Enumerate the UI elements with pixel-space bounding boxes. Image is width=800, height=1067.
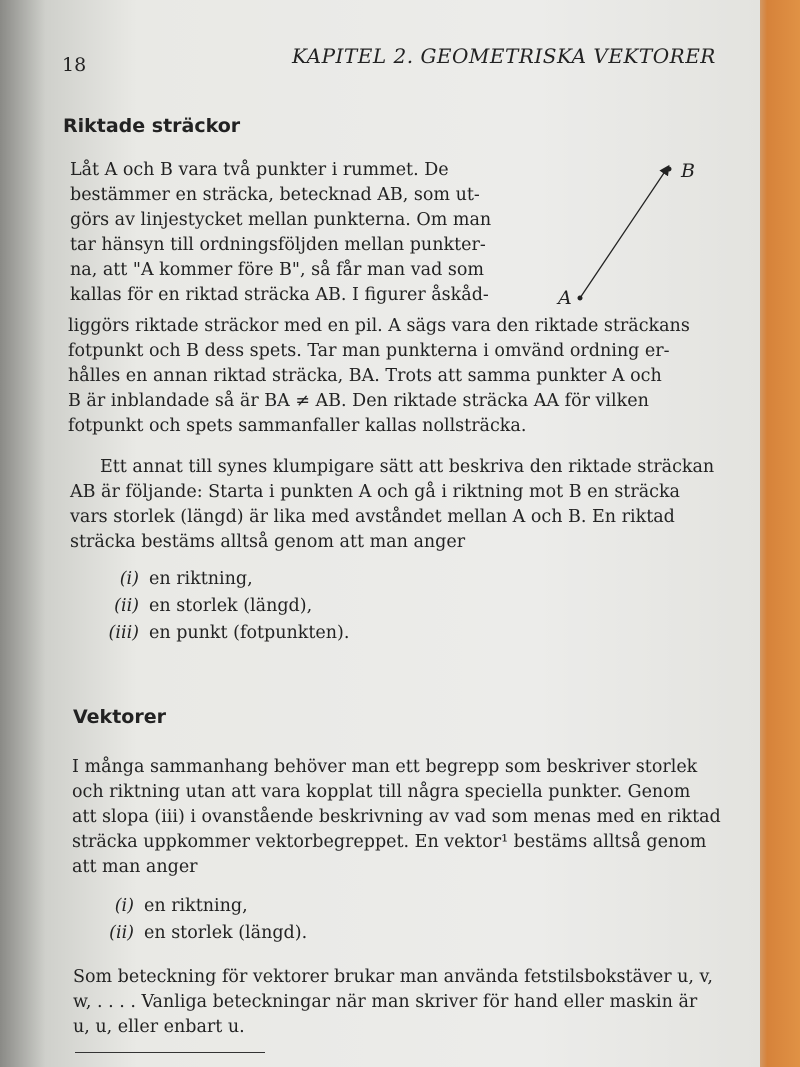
text-line: hålles en annan riktad sträcka, BA. Trots att samma punkter A och <box>68 366 662 386</box>
text-line: liggörs riktade sträckor med en pil. A sägs vara den riktade sträckans <box>68 316 690 336</box>
text-line: AB är följande: Starta i punkten A och gå i riktning mot B en sträcka <box>70 482 680 502</box>
list-item: (iii) en punkt (fotpunkten). <box>108 623 350 643</box>
text-line: fotpunkt och B dess spets. Tar man punkterna i omvänd ordning er- <box>68 341 670 361</box>
text-line: Ett annat till synes klumpigare sätt att beskriva den riktade sträckan <box>100 457 715 477</box>
section-title-riktade: Riktade sträckor <box>63 115 241 137</box>
page-number: 18 <box>62 54 87 76</box>
text-line: görs av linjestycket mellan punkterna. Om man <box>70 210 492 230</box>
section1-paragraph1 <box>70 158 510 308</box>
text-line: B är inblandade så är BA ≠ AB. Den riktade sträcka AA för vilken <box>68 391 649 411</box>
figure-label-a: A <box>558 287 572 309</box>
chapter-header: KAPITEL 2. GEOMETRISKA VEKTORER <box>292 44 716 68</box>
footnote-rule <box>75 1052 265 1053</box>
point-b <box>667 167 672 172</box>
text-line: vars storlek (längd) är lika med avståndet mellan A och B. En riktad <box>70 507 675 527</box>
text-line: att slopa (iii) i ovanstående beskrivning av vad som menas med en riktad <box>72 807 721 827</box>
text-line: och riktning utan att vara kopplat till några speciella punkter. Genom <box>72 782 691 802</box>
section1-paragraph2 <box>70 455 720 555</box>
list-item: (ii) en storlek (längd). <box>109 923 308 943</box>
section2-paragraph2 <box>73 965 723 1040</box>
section1-paragraph1-cont <box>68 314 718 439</box>
text-line: w, . . . . Vanliga beteckningar när man skriver för hand eller maskin är <box>73 992 698 1012</box>
list-item: (i) en riktning, <box>114 896 248 916</box>
list-item: (ii) en storlek (längd), <box>114 596 313 616</box>
text-line: Låt A och B vara två punkter i rummet. De <box>70 160 449 180</box>
text-line: bestämmer en sträcka, betecknad AB, som ut- <box>70 185 480 205</box>
text-line: sträcka uppkommer vektorbegreppet. En vektor¹ bestäms alltså genom <box>72 832 707 852</box>
text-line: kallas för en riktad sträcka AB. I figurer åskåd- <box>70 285 489 305</box>
figure-label-b: B <box>681 160 695 182</box>
text-line: tar hänsyn till ordningsföljden mellan punkter- <box>70 235 486 255</box>
section1-list <box>95 566 349 647</box>
section2-paragraph1 <box>72 755 722 880</box>
text-line: att man anger <box>72 857 198 877</box>
text-line: sträcka bestäms alltså genom att man anger <box>70 532 466 552</box>
arrow-ab <box>580 167 668 298</box>
text-line: fotpunkt och spets sammanfaller kallas nollsträcka. <box>68 416 527 436</box>
text-line: Som beteckning för vektorer brukar man använda fetstilsbokstäver u, v, <box>73 967 713 987</box>
section-title-vektorer: Vektorer <box>73 706 166 728</box>
section2-list <box>90 893 307 947</box>
text-line: na, att "A kommer före B", så får man vad som <box>70 260 484 280</box>
list-item: (i) en riktning, <box>119 569 253 589</box>
text-line: I många sammanhang behöver man ett begrepp som beskriver storlek <box>72 757 698 777</box>
text-line: u, u, eller enbart u. <box>73 1017 245 1037</box>
